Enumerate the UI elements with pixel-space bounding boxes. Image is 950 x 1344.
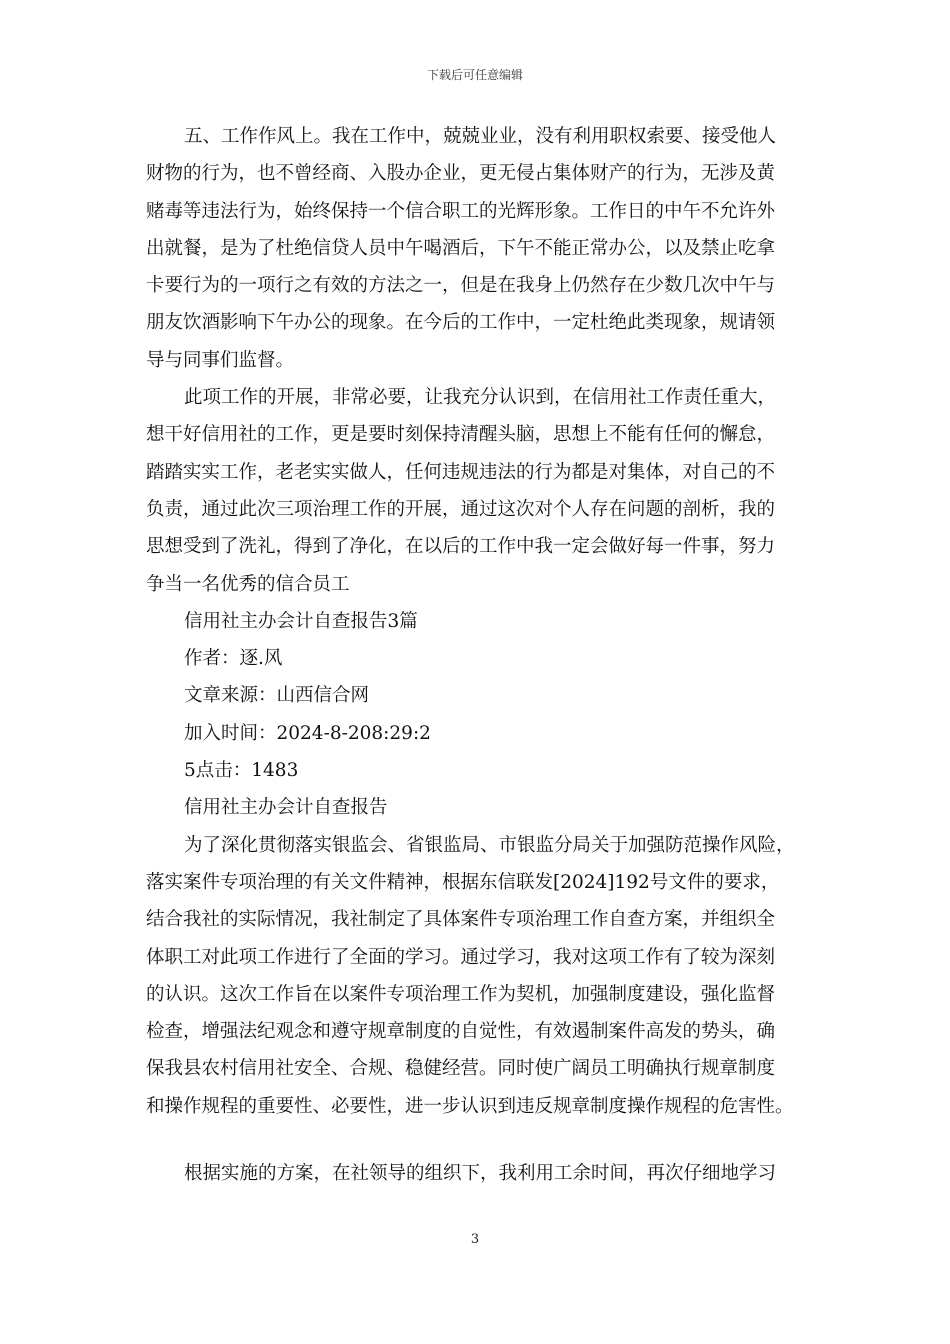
paragraph bbox=[146, 379, 814, 603]
text-line: 信用社主办会计自查报告3篇 bbox=[184, 610, 418, 632]
text-line: 体职工对此项工作进行了全面的学习。通过学习，我对这项工作有了较为深刻 bbox=[146, 946, 776, 968]
text-line: 结合我社的实际情况，我社制定了具体案件专项治理工作自查方案，并组织全 bbox=[146, 909, 776, 931]
text-line: 落实案件专项治理的有关文件精神，根据东信联发[2024]192号文件的要求， bbox=[146, 871, 780, 893]
paragraph bbox=[146, 1155, 814, 1192]
text-line: 文章来源：山西信合网 bbox=[184, 685, 370, 707]
text-line: 根据实施的方案，在社领导的组织下，我利用工余时间，再次仔细地学习 bbox=[184, 1163, 777, 1185]
text-line: 加入时间：2024-8-208:29:2 bbox=[184, 722, 431, 744]
text-line: 和操作规程的重要性、必要性，进一步认识到违反规章制度操作规程的危害性。 bbox=[146, 1095, 794, 1117]
text-line: 赌毒等违法行为，始终保持一个信合职工的光辉形象。工作日的中午不允许外 bbox=[146, 200, 776, 222]
paragraph bbox=[146, 715, 814, 752]
text-line: 为了深化贯彻落实银监会、省银监局、市银监分局关于加强防范操作风险， bbox=[184, 834, 795, 856]
paragraph bbox=[146, 752, 814, 789]
text-line: 此项工作的开展，非常必要，让我充分认识到，在信用社工作责任重大， bbox=[184, 387, 777, 409]
text-line: 卡要行为的一项行之有效的方法之一，但是在我身上仍然存在少数几次中午与 bbox=[146, 275, 776, 297]
text-line: 想干好信用社的工作，更是要时刻保持清醒头脑，思想上不能有任何的懈怠， bbox=[146, 424, 776, 446]
text-line: 财物的行为，也不曾经商、入股办企业，更无侵占集体财产的行为，无涉及黄 bbox=[146, 163, 776, 185]
text-line: 思想受到了洗礼，得到了净化，在以后的工作中我一定会做好每一件事，努力 bbox=[146, 536, 776, 558]
text-line: 朋友饮酒影响下午办公的现象。在今后的工作中，一定杜绝此类现象，规请领 bbox=[146, 312, 776, 334]
text-line: 争当一名优秀的信合员工 bbox=[146, 573, 350, 595]
text-line: 五、工作作风上。我在工作中，兢兢业业，没有利用职权索要、接受他人 bbox=[184, 126, 777, 147]
document-body bbox=[146, 118, 814, 1192]
text-line: 的认识。这次工作旨在以案件专项治理工作为契机，加强制度建设，强化监督 bbox=[146, 983, 776, 1005]
text-line: 保我县农村信用社安全、合规、稳健经营。同时使广阔员工明确执行规章制度 bbox=[146, 1058, 776, 1080]
text-line: 信用社主办会计自查报告 bbox=[184, 797, 388, 819]
paragraph bbox=[146, 827, 814, 1125]
text-line: 检查，增强法纪观念和遵守规章制度的自觉性，有效遏制案件高发的势头，确 bbox=[146, 1021, 776, 1043]
paragraph bbox=[146, 640, 814, 677]
paragraph-gap bbox=[146, 1125, 814, 1155]
paragraph bbox=[146, 603, 814, 640]
paragraph bbox=[146, 789, 814, 826]
paragraph bbox=[146, 118, 814, 379]
text-line: 负责，通过此次三项治理工作的开展，通过这次对个人存在问题的剖析，我的 bbox=[146, 498, 776, 520]
text-line: 5点击：1483 bbox=[184, 760, 299, 782]
text-line: 踏踏实实工作，老老实实做人，任何违规违法的行为都是对集体，对自己的不 bbox=[146, 461, 776, 483]
text-line: 出就餐，是为了杜绝信贷人员中午喝酒后，下午不能正常办公，以及禁止吃拿 bbox=[146, 237, 776, 259]
text-line: 导与同事们监督。 bbox=[146, 349, 295, 371]
page-header: 下载后可任意编辑 bbox=[426, 68, 523, 82]
paragraph bbox=[146, 677, 814, 714]
text-line: 作者：逐.风 bbox=[184, 648, 283, 670]
page-number: 3 bbox=[470, 1232, 480, 1247]
